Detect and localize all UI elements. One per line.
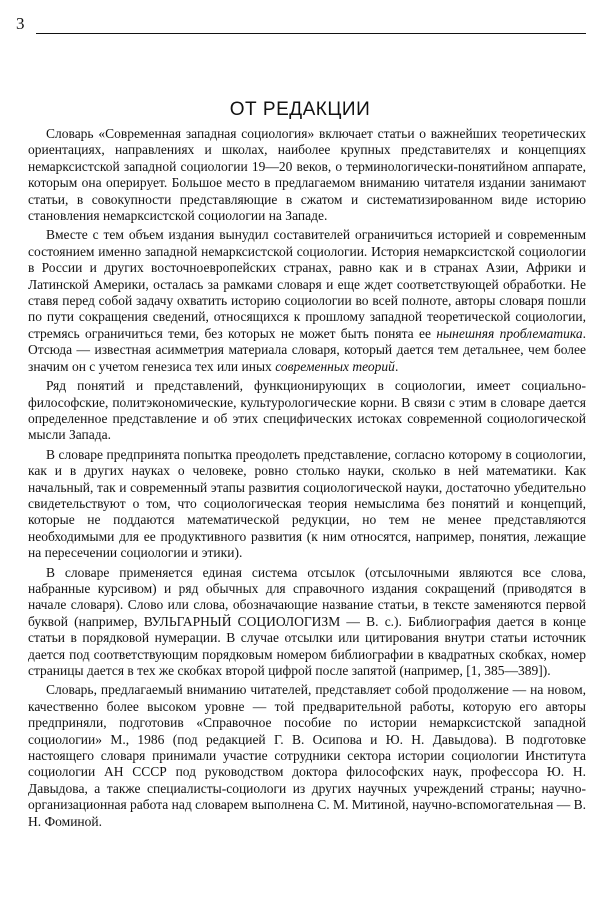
paragraph-references: В словаре применяется единая система отсылок (отсылочными являются все слова, набранные курсивом) и ряд обычных для справочного издания сокращений (приводятся в начале словаря). Слово или слова, обозначающие название статьи, в тексте заменяются первой буквой (например, ВУЛЬГАРНЫЙ СОЦИОЛОГИЗМ — В. с.). Библиография дается в конце статьи в порядковой нумерации. В случае отсылки или цитирования внутри статьи источник дается под соответствующим порядковым номером библиографии в квадратных скобках, номер страницы дается в тех же скобках второй цифрой после запятой (например, [1, 385—389]). xyxy=(28,564,586,678)
italic-term: нынешняя проблематика xyxy=(436,325,583,341)
paragraph-intro: Словарь «Современная западная социология» включает статьи о важнейших теоретических ориентациях, направлениях и школах, наиболее крупных представителях и концепциях немарксистской западной социологии 19—20 веков, о терминологически-понятийном аппарате, которым она оперирует. Большое место в предлагаемом вниманию читателя издании занимают статьи, в совокупности представляющие в сжатом и систематизированном виде историю становления немарксистской социологии на Западе. xyxy=(28,126,586,224)
editorial-body xyxy=(28,126,586,830)
paragraph-roots: Ряд понятий и представлений, функционирующих в социологии, имеет социально-философские, политэкономические, культурологические корни. В связи с этим в словаре дается определенное представление и об этих специфических истоках современной социологической мысли Запада. xyxy=(28,378,586,443)
page-number: 3 xyxy=(16,14,25,33)
page-title: ОТ РЕДАКЦИИ xyxy=(229,98,371,120)
header-rule xyxy=(36,33,586,34)
italic-term: современных теорий xyxy=(275,358,395,374)
paragraph-scope: Вместе с тем объем издания вынудил составителей ограничиться историей и современным состоянием именно западной немарксистской социологии. История немарксистской социологии в России и других восточноевропейских странах, равно как и в странах Азии, Африки и Латинской Америки, осталась за рамками словаря и еще ждет соответствующей обработки. Не ставя перед собой задачу охватить историю социологии во всей полноте, авторы словаря пошли по пути сокращения сведений, относящихся к прошлому западной теоретической социологии, стремясь ограничиться теми, без которых не может быть понята ее нынешняя проблематика. Отсюда — известная асимметрия материала словаря, который дается тем детальнее, чем более значим он с учетом генезиса тех или иных современных теорий. xyxy=(28,227,587,374)
paragraph-authors: Словарь, предлагаемый вниманию читателей, представляет собой продолжение — на новом, качественно более высоком уровне — той предварительной работы, которую его авторы предприняли, подготовив «Справочное пособие по истории немарксистской западной социологии» М., 1986 (под редакцией Г. В. Осипова и Ю. Н. Давыдова). В подготовке настоящего словаря принимали участие сотрудники сектора истории социологии Института социологии АН СССР под руководством доктора философских наук, профессора Ю. Н. Давыдова, а также специалисты-социологи из других научных учреждений страны; научно-организационная работа над словарем выполнена С. М. Митиной, научно-вспомогательная — В. Н. Фоминой. xyxy=(28,682,586,829)
paragraph-mathematics: В словаре предпринята попытка преодолеть представление, согласно которому в социологии, как и в других науках о человеке, ровно столько науки, сколько в ней математики. Как начальный, так и современный этапы развития социологической науки, достаточно убедительно свидетельствуют о том, что социологическая теория немыслима без понятий и концепций, которые не поддаются математической редукции, но тем не менее представляются необходимыми для ее продуктивного развития (к ним относятся, например, понятия, лежащие на пересечении социологии и этики). xyxy=(28,446,586,561)
